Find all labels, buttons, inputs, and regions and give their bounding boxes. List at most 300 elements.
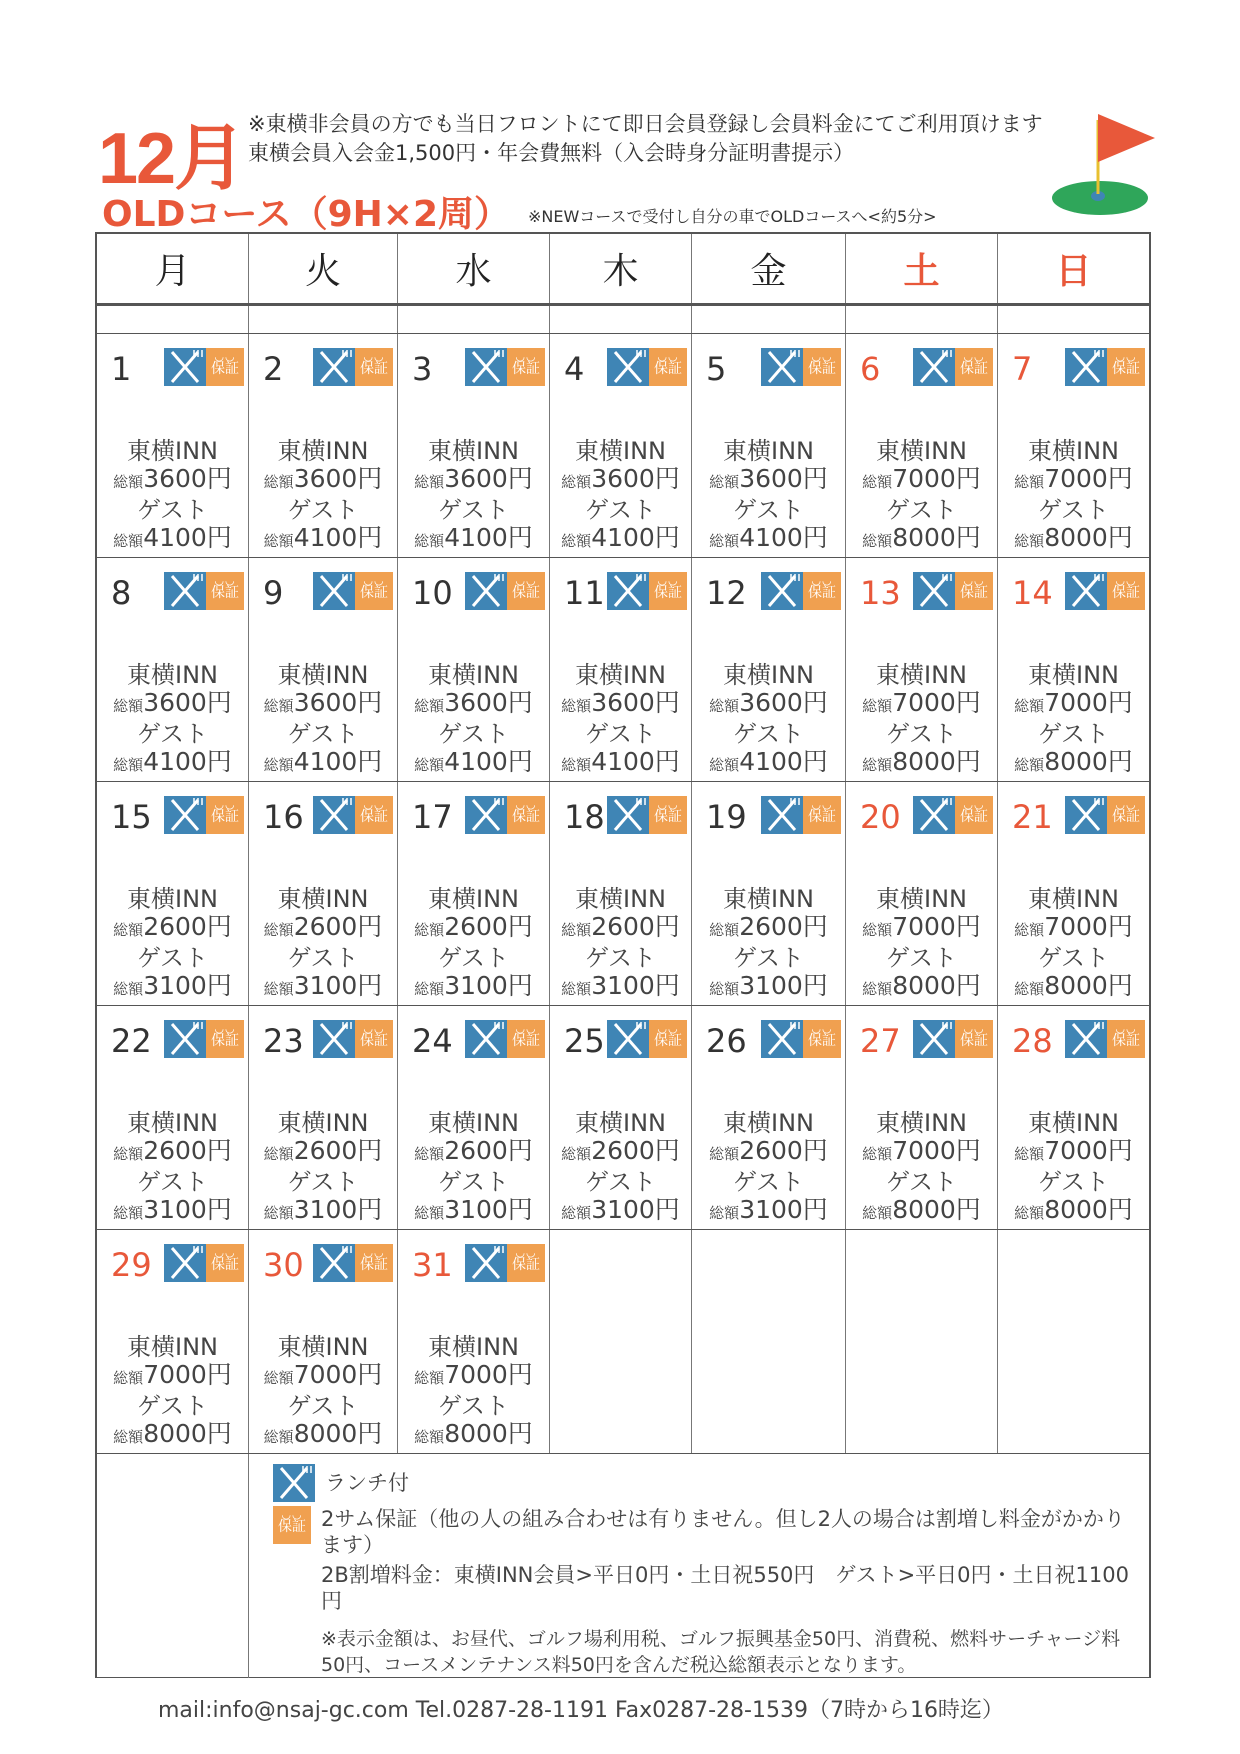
price-block: [249, 1109, 397, 1227]
total-label: 総額: [1014, 1204, 1045, 1222]
guest-price: 4100円: [293, 747, 383, 776]
total-label: 総額: [113, 1428, 144, 1446]
two-some-guarantee-icon: ◡◡ 保証: [803, 1020, 841, 1058]
two-some-guarantee-icon: ◡◡ 保証: [206, 1244, 244, 1282]
member-label: 東横INN: [428, 661, 519, 689]
lunch-icon: [465, 1020, 507, 1058]
price-block: [846, 1109, 997, 1227]
two-some-guarantee-icon: ◡◡ 保証: [649, 348, 687, 386]
two-some-guarantee-icon: ◡◡ 保証: [355, 572, 393, 610]
day-icons: [913, 348, 993, 386]
day-number: 22: [111, 1022, 152, 1060]
total-label: 総額: [561, 756, 592, 774]
guest-label: ゲスト: [1037, 496, 1110, 524]
member-label: 東横INN: [876, 885, 967, 913]
total-label: 総額: [1014, 980, 1045, 998]
two-some-guarantee-icon: ◡◡ 保証: [955, 1020, 993, 1058]
guest-price: 3100円: [739, 971, 828, 1000]
price-block: [692, 885, 845, 1003]
tax-note: ※表示金額は、お昼代、ゴルフ場利用税、ゴルフ振興基金50円、消費税、燃料サーチャージ料50円、コースメンテナンス料50円を含んだ税込総額表示となります。: [321, 1628, 1121, 1676]
guest-label: ゲスト: [437, 720, 510, 748]
lunch-icon: [913, 796, 955, 834]
day-cell: [692, 1006, 846, 1229]
guest-price: 4100円: [293, 523, 383, 552]
guest-price: 4100円: [143, 523, 232, 552]
member-price: 2600円: [293, 1136, 383, 1165]
guest-price: 8000円: [892, 747, 981, 776]
price-block: [97, 1333, 248, 1451]
price-block: [692, 661, 845, 779]
price-block: [998, 885, 1149, 1003]
price-block: [846, 437, 997, 555]
day-number: 19: [706, 798, 747, 836]
day-icons: [313, 348, 393, 386]
week-row: [97, 558, 1149, 782]
total-label: 総額: [263, 980, 294, 998]
legend-two-some: [273, 1506, 1133, 1558]
day-icons: [313, 796, 393, 834]
total-label: 総額: [862, 1145, 893, 1163]
guest-label: ゲスト: [732, 720, 805, 748]
day-number: 26: [706, 1022, 747, 1060]
guest-label: ゲスト: [287, 496, 359, 524]
member-price: 7000円: [1044, 912, 1133, 941]
lunch-icon: [313, 348, 355, 386]
price-block: [249, 661, 397, 779]
total-label: 総額: [414, 532, 445, 550]
price-block: [550, 661, 691, 779]
member-label: 東横INN: [127, 885, 218, 913]
day-number: 5: [706, 350, 727, 388]
total-label: 総額: [263, 756, 294, 774]
lunch-icon: [607, 572, 649, 610]
total-label: 総額: [263, 1145, 294, 1163]
guest-label: ゲスト: [1037, 1168, 1110, 1196]
weekday-header: [97, 234, 1149, 306]
member-label: 東横INN: [575, 661, 666, 689]
lunch-icon: [761, 572, 803, 610]
day-cell: [998, 782, 1149, 1005]
day-number: 20: [860, 798, 901, 836]
member-price: 7000円: [444, 1360, 533, 1389]
member-price: 2600円: [444, 1136, 533, 1165]
total-label: 総額: [862, 921, 893, 939]
guest-label: ゲスト: [1037, 720, 1110, 748]
two-some-guarantee-icon: ◡◡ 保証: [1107, 1020, 1145, 1058]
lunch-icon: [607, 348, 649, 386]
day-number: 17: [412, 798, 453, 836]
total-label: 総額: [862, 756, 893, 774]
two-some-guarantee-icon: ◡◡ 保証: [355, 1244, 393, 1282]
lunch-icon: [1065, 1020, 1107, 1058]
member-label: 東横INN: [876, 1109, 967, 1137]
member-price: 7000円: [892, 1136, 981, 1165]
price-block: [97, 885, 248, 1003]
day-icons: [913, 572, 993, 610]
total-label: 総額: [561, 1204, 592, 1222]
member-label: 東横INN: [428, 885, 519, 913]
two-some-guarantee-icon: ◡◡ 保証: [206, 796, 244, 834]
total-label: 総額: [263, 697, 294, 715]
guest-price: 4100円: [591, 523, 680, 552]
total-label: 総額: [414, 473, 445, 491]
guest-price: 8000円: [1044, 523, 1133, 552]
two-some-guarantee-icon: ◡◡ 保証: [507, 572, 545, 610]
total-label: 総額: [113, 1145, 144, 1163]
weekday-6: 日: [1055, 251, 1092, 292]
guest-label: ゲスト: [437, 1392, 510, 1420]
total-label: 総額: [263, 532, 294, 550]
member-label: 東横INN: [277, 1333, 369, 1361]
total-label: 総額: [113, 921, 144, 939]
two-some-guarantee-icon: ◡◡ 保証: [1107, 572, 1145, 610]
total-label: 総額: [113, 1369, 144, 1387]
guest-label: ゲスト: [287, 944, 359, 972]
price-block: [998, 437, 1149, 555]
day-number: 12: [706, 574, 747, 612]
guest-price: 8000円: [892, 523, 981, 552]
day-icons: [761, 1020, 841, 1058]
day-number: 31: [412, 1246, 453, 1284]
guest-label: ゲスト: [136, 1168, 209, 1196]
day-number: 2: [263, 350, 284, 388]
total-label: 総額: [1014, 1145, 1045, 1163]
member-price: 7000円: [892, 912, 981, 941]
member-label: 東横INN: [575, 885, 666, 913]
day-cell: [550, 782, 692, 1005]
lunch-icon: [1065, 348, 1107, 386]
member-price: 2600円: [739, 1136, 828, 1165]
total-label: 総額: [113, 1204, 144, 1222]
guest-label: ゲスト: [287, 720, 359, 748]
day-number: 9: [263, 574, 284, 612]
day-icons: [761, 796, 841, 834]
total-label: 総額: [263, 1428, 294, 1446]
guest-price: 8000円: [892, 971, 981, 1000]
total-label: 総額: [561, 1145, 592, 1163]
day-cell: [692, 334, 846, 557]
day-cell: [692, 558, 846, 781]
member-label: 東横INN: [277, 885, 369, 913]
guest-label: ゲスト: [437, 1168, 510, 1196]
guest-label: ゲスト: [885, 720, 958, 748]
guest-price: 4100円: [739, 523, 828, 552]
day-cell: [249, 558, 398, 781]
member-price: 7000円: [1044, 688, 1133, 717]
weekday-0: 月: [97, 234, 249, 303]
two-some-guarantee-icon: ◡◡ 保証: [355, 348, 393, 386]
guest-price: 4100円: [591, 747, 680, 776]
empty-cell: [998, 1230, 1149, 1453]
guest-label: ゲスト: [584, 944, 657, 972]
day-icons: [313, 1020, 393, 1058]
total-label: 総額: [709, 697, 740, 715]
day-cell: [846, 334, 998, 557]
guest-price: 8000円: [1044, 1195, 1133, 1224]
total-label: 総額: [263, 473, 294, 491]
total-label: 総額: [561, 473, 592, 491]
day-cell: [998, 1006, 1149, 1229]
total-label: 総額: [709, 473, 740, 491]
member-price: 7000円: [892, 688, 981, 717]
member-label: 東横INN: [428, 1333, 519, 1361]
lunch-icon: [1065, 796, 1107, 834]
total-label: 総額: [709, 532, 740, 550]
guest-price: 8000円: [892, 1195, 981, 1224]
guest-price: 4100円: [444, 523, 533, 552]
day-icons: [913, 796, 993, 834]
two-some-guarantee-icon: ◡◡ 保証: [955, 572, 993, 610]
day-cell: [692, 782, 846, 1005]
price-block: [998, 661, 1149, 779]
price-block: [398, 661, 549, 779]
member-label: 東横INN: [1028, 661, 1119, 689]
member-price: 2600円: [143, 1136, 232, 1165]
member-label: 東横INN: [127, 1109, 218, 1137]
member-label: 東横INN: [428, 1109, 519, 1137]
two-some-guarantee-icon: ◡◡ 保証: [206, 348, 244, 386]
day-number: 25: [564, 1022, 605, 1060]
price-block: [97, 437, 248, 555]
day-number: 7: [1012, 350, 1033, 388]
day-cell: [249, 334, 398, 557]
total-label: 総額: [113, 473, 144, 491]
total-label: 総額: [113, 532, 144, 550]
two-some-guarantee-icon: ◡◡ 保証: [355, 1020, 393, 1058]
lunch-icon: [465, 1244, 507, 1282]
price-block: [846, 885, 997, 1003]
day-icons: [465, 348, 545, 386]
day-icons: [465, 796, 545, 834]
price-block: [550, 1109, 691, 1227]
member-label: 東横INN: [1028, 1109, 1119, 1137]
member-label: 東横INN: [575, 1109, 666, 1137]
day-number: 21: [1012, 798, 1053, 836]
day-cell: [398, 1006, 550, 1229]
two-some-guarantee-icon: ◡◡ 保証: [803, 348, 841, 386]
member-price: 2600円: [591, 1136, 680, 1165]
guest-price: 4100円: [143, 747, 232, 776]
total-label: 総額: [113, 756, 144, 774]
total-label: 総額: [263, 921, 294, 939]
membership-fee-note: 東横会員入会金1,500円・年会費無料（入会時身分証明書提示）: [248, 141, 855, 165]
day-cell: [998, 334, 1149, 557]
day-cell: [249, 782, 398, 1005]
lunch-icon: [913, 348, 955, 386]
day-cell: [550, 1006, 692, 1229]
header-spacer: [97, 306, 1149, 334]
total-label: 総額: [414, 980, 445, 998]
day-number: 13: [860, 574, 901, 612]
lunch-icon: [313, 796, 355, 834]
golf-flag-icon: [1050, 110, 1160, 220]
guest-label: ゲスト: [885, 944, 958, 972]
total-label: 総額: [561, 921, 592, 939]
member-price: 3600円: [591, 464, 680, 493]
day-icons: [1065, 796, 1145, 834]
price-block: [249, 437, 397, 555]
day-icons: [607, 796, 687, 834]
member-label: 東横INN: [876, 661, 967, 689]
total-label: 総額: [1014, 921, 1045, 939]
day-number: 11: [564, 574, 605, 612]
member-label: 東横INN: [1028, 885, 1119, 913]
guest-price: 3100円: [444, 1195, 533, 1224]
price-block: [398, 1333, 549, 1451]
member-price: 3600円: [739, 688, 828, 717]
member-price: 3600円: [444, 688, 533, 717]
day-cell: [249, 1230, 398, 1453]
member-label: 東横INN: [1028, 437, 1119, 465]
day-number: 10: [412, 574, 453, 612]
member-price: 3600円: [591, 688, 680, 717]
price-block: [692, 1109, 845, 1227]
member-price: 3600円: [293, 688, 383, 717]
total-label: 総額: [263, 1204, 294, 1222]
member-label: 東横INN: [127, 661, 218, 689]
day-cell: [550, 558, 692, 781]
day-icons: [1065, 348, 1145, 386]
day-icons: [164, 796, 244, 834]
day-icons: [164, 572, 244, 610]
member-price: 7000円: [143, 1360, 232, 1389]
day-cell: [97, 782, 249, 1005]
guest-label: ゲスト: [287, 1392, 359, 1420]
day-cell: [97, 1230, 249, 1453]
member-price: 7000円: [892, 464, 981, 493]
surcharge-text: 2B割増料金：東横INN会員>平日0円・土日祝550円 ゲスト>平日0円・土日祝1100円: [321, 1563, 1129, 1613]
member-label: 東横INN: [723, 885, 814, 913]
day-icons: [164, 348, 244, 386]
empty-cell: [692, 1230, 846, 1453]
total-label: 総額: [709, 921, 740, 939]
lunch-icon: [761, 796, 803, 834]
lunch-icon: [913, 572, 955, 610]
day-icons: [913, 1020, 993, 1058]
total-label: 総額: [561, 980, 592, 998]
guest-price: 8000円: [293, 1419, 383, 1448]
member-label: 東横INN: [127, 1333, 218, 1361]
two-some-guarantee-icon: ◡◡ 保証: [649, 796, 687, 834]
day-icons: [1065, 572, 1145, 610]
total-label: 総額: [113, 697, 144, 715]
guest-price: 3100円: [293, 971, 383, 1000]
member-price: 3600円: [739, 464, 828, 493]
total-label: 総額: [113, 980, 144, 998]
empty-cell: [550, 1230, 692, 1453]
total-label: 総額: [709, 980, 740, 998]
member-label: 東横INN: [277, 437, 369, 465]
day-cell: [97, 558, 249, 781]
guest-label: ゲスト: [136, 944, 209, 972]
course-title: OLDコース（9H×2周）: [102, 194, 511, 235]
lunch-icon: [761, 1020, 803, 1058]
week-row: [97, 1006, 1149, 1230]
two-some-guarantee-icon: ◡◡ 保証: [355, 796, 393, 834]
total-label: 総額: [414, 1145, 445, 1163]
member-label: 東横INN: [723, 1109, 814, 1137]
day-cell: [846, 782, 998, 1005]
day-icons: [1065, 1020, 1145, 1058]
total-label: 総額: [862, 473, 893, 491]
guest-label: ゲスト: [584, 1168, 657, 1196]
guest-price: 3100円: [143, 1195, 232, 1224]
member-price: 3600円: [293, 464, 383, 493]
member-label: 東横INN: [277, 1109, 369, 1137]
lunch-icon: [313, 1020, 355, 1058]
price-block: [97, 1109, 248, 1227]
day-cell: [97, 1006, 249, 1229]
total-label: 総額: [561, 532, 592, 550]
member-price: 2600円: [591, 912, 680, 941]
day-number: 3: [412, 350, 433, 388]
day-number: 4: [564, 350, 585, 388]
guest-price: 3100円: [739, 1195, 828, 1224]
lunch-icon: [164, 348, 206, 386]
weekday-5: 土: [846, 234, 998, 303]
day-icons: [607, 1020, 687, 1058]
guest-price: 4100円: [444, 747, 533, 776]
two-some-guarantee-icon: ◡◡ 保証: [507, 796, 545, 834]
lunch-icon: [607, 796, 649, 834]
weekday-1: 火: [249, 234, 398, 303]
guest-price: 3100円: [293, 1195, 383, 1224]
lunch-icon: [273, 1464, 315, 1502]
total-label: 総額: [561, 697, 592, 715]
lunch-icon: [164, 572, 206, 610]
week-row: [97, 782, 1149, 1006]
price-block: [249, 885, 397, 1003]
day-cell: [846, 1006, 998, 1229]
day-cell: [398, 558, 550, 781]
week-row: [97, 334, 1149, 558]
guest-label: ゲスト: [437, 944, 510, 972]
two-some-guarantee-icon: ◡◡ 保証: [507, 1020, 545, 1058]
total-label: 総額: [1014, 756, 1045, 774]
two-some-guarantee-icon: ◡◡ 保証: [1107, 796, 1145, 834]
weekday-4: 金: [692, 234, 846, 303]
day-icons: [164, 1244, 244, 1282]
guest-price: 8000円: [444, 1419, 533, 1448]
guest-price: 3100円: [444, 971, 533, 1000]
total-label: 総額: [709, 1145, 740, 1163]
course-access-note: ※NEWコースで受付し自分の車でOLDコースへ<約5分>: [528, 207, 937, 226]
guest-label: ゲスト: [885, 496, 958, 524]
two-some-guarantee-icon: ◡◡ 保証: [507, 348, 545, 386]
legend-two-some-text: 2サム保証（他の人の組み合わせは有りません。但し2人の場合は割増し料金がかかります）: [321, 1507, 1125, 1557]
day-number: 14: [1012, 574, 1053, 612]
week-row: [97, 1230, 1149, 1454]
lunch-icon: [465, 348, 507, 386]
total-label: 総額: [414, 697, 445, 715]
day-number: 23: [263, 1022, 304, 1060]
member-label: 東横INN: [723, 661, 814, 689]
member-label: 東横INN: [723, 437, 814, 465]
day-number: 8: [111, 574, 132, 612]
day-number: 29: [111, 1246, 152, 1284]
member-label: 東横INN: [575, 437, 666, 465]
lunch-icon: [913, 1020, 955, 1058]
price-block: [846, 661, 997, 779]
member-price: 7000円: [1044, 464, 1133, 493]
total-label: 総額: [862, 532, 893, 550]
guest-label: ゲスト: [732, 944, 805, 972]
empty-cell: [846, 1230, 998, 1453]
guest-label: ゲスト: [136, 1392, 209, 1420]
two-some-guarantee-icon: ◡◡ 保証: [206, 1020, 244, 1058]
member-price: 3600円: [444, 464, 533, 493]
guest-label: ゲスト: [732, 1168, 805, 1196]
